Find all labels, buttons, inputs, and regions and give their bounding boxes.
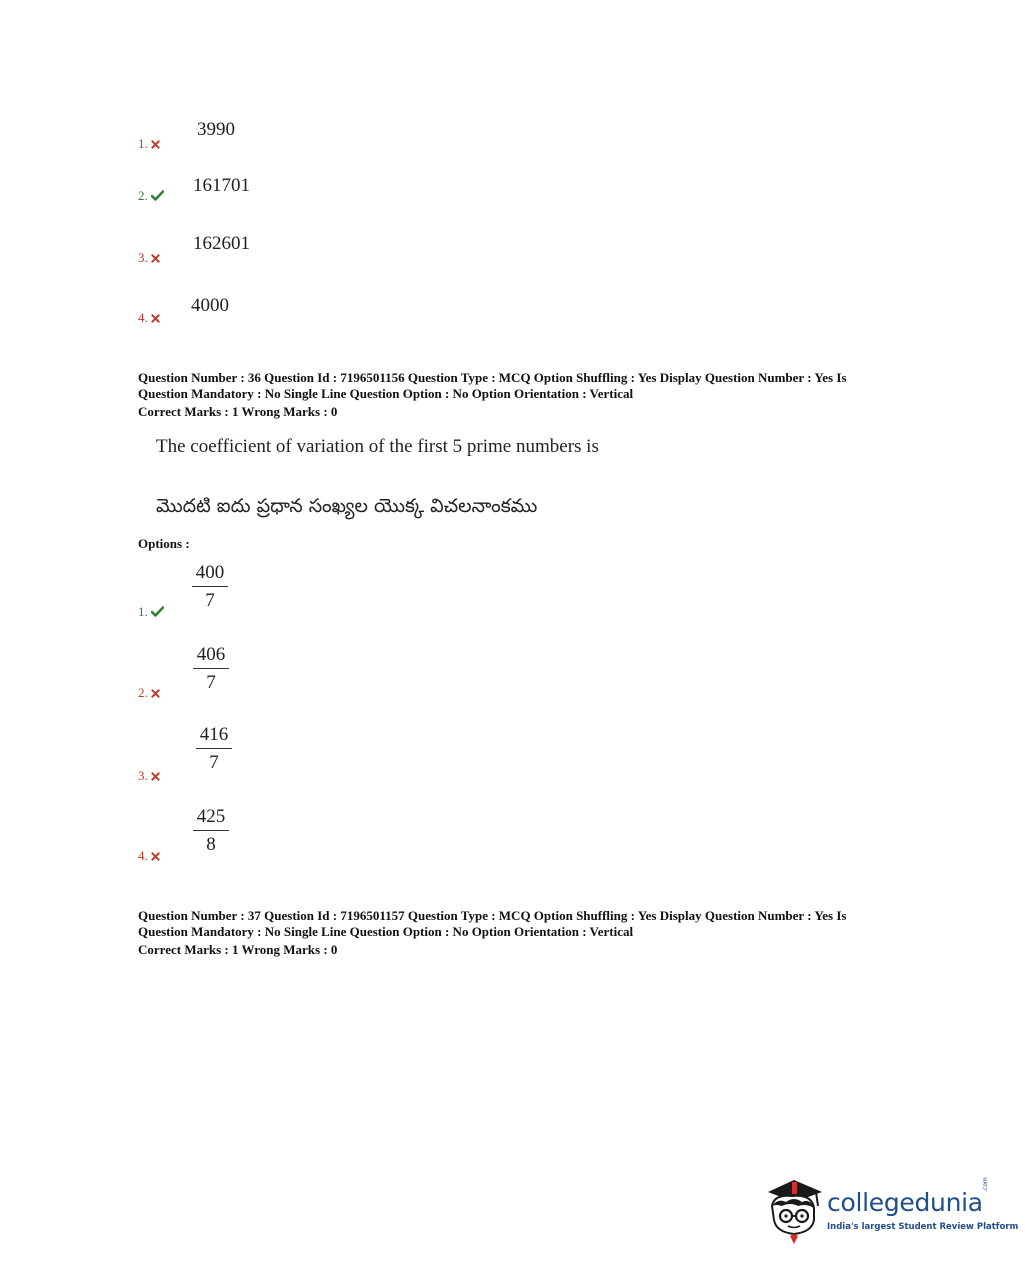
cross-icon: [151, 850, 160, 864]
fraction-option: [193, 805, 229, 857]
logo-wordmark: collegedunia: [827, 1188, 983, 1217]
cross-icon: [151, 770, 160, 784]
question-meta-line: Correct Marks : 1 Wrong Marks : 0: [138, 404, 338, 419]
fraction-option: [192, 561, 228, 613]
cross-icon: [151, 138, 160, 152]
collegedunia-logo[interactable]: [764, 1176, 1019, 1246]
question-meta-line: Question Mandatory : No Single Line Question Option : No Option Orientation : Vertical: [138, 386, 634, 401]
fraction-numerator: 406: [193, 643, 229, 669]
logo-suffix: .com: [982, 1177, 989, 1192]
question-meta: [138, 370, 918, 420]
cross-icon: [151, 312, 160, 326]
question-meta-line: Question Mandatory : No Single Line Question Option : No Option Orientation : Vertical: [138, 924, 634, 939]
question-meta: [138, 908, 918, 958]
option-number: 1.: [138, 605, 164, 620]
fraction-numerator: 400: [192, 561, 228, 587]
question-meta-line: Question Number : 36 Question Id : 7196501156 Question Type : MCQ Option Shuffling : Yes Display Question Number : Yes Is: [138, 370, 847, 385]
check-icon: [151, 190, 164, 204]
fraction-denominator: 7: [206, 672, 216, 693]
logo-tagline: India's largest Student Review Platform: [827, 1222, 1019, 1232]
option-number: 3.: [138, 769, 160, 784]
option-value: 161701: [193, 175, 250, 196]
fraction-denominator: 7: [205, 590, 215, 611]
option-number: 4.: [138, 849, 160, 864]
fraction-option: [196, 723, 232, 775]
fraction-numerator: 425: [193, 805, 229, 831]
fraction-denominator: 8: [206, 834, 216, 855]
question-text-telugu: మొదటి ఐదు ప్రధాన సంఖ్యల యొక్క విచలనాంకము: [156, 495, 538, 517]
cross-icon: [151, 252, 160, 266]
fraction-denominator: 7: [209, 752, 219, 773]
check-icon: [151, 606, 164, 620]
option-number: 2.: [138, 189, 164, 204]
fraction-option: [193, 643, 229, 695]
option-number: 4.: [138, 311, 160, 326]
question-meta-line: Correct Marks : 1 Wrong Marks : 0: [138, 942, 338, 957]
question-text-english: The coefficient of variation of the first 5 prime numbers is: [156, 436, 599, 457]
option-number: 2.: [138, 686, 160, 701]
mascot-icon: [764, 1176, 826, 1246]
option-value: 162601: [193, 233, 250, 254]
options-label: Options :: [138, 536, 190, 551]
option-number: 1.: [138, 137, 160, 152]
cross-icon: [151, 687, 160, 701]
option-value: 3990: [197, 119, 235, 140]
question-meta-line: Question Number : 37 Question Id : 7196501157 Question Type : MCQ Option Shuffling : Yes Display Question Number : Yes Is: [138, 908, 847, 923]
fraction-numerator: 416: [196, 723, 232, 749]
option-number: 3.: [138, 251, 160, 266]
option-value: 4000: [191, 295, 229, 316]
